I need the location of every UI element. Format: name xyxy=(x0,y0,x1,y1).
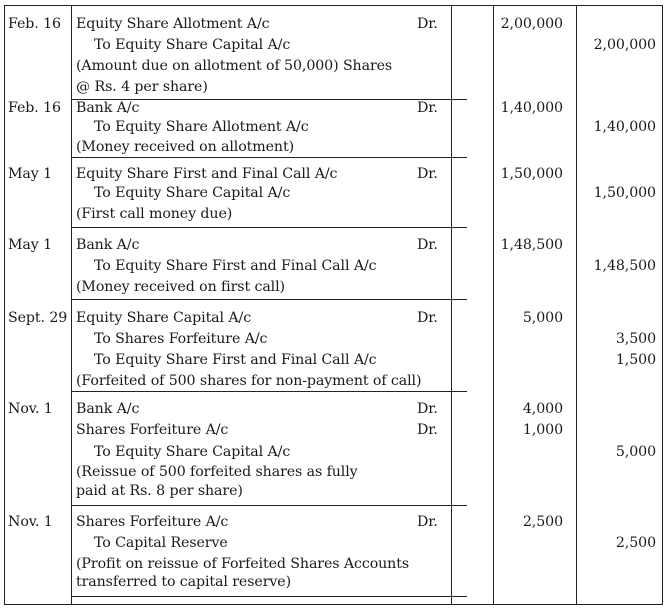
entry-separator xyxy=(72,157,467,158)
narration: (Money received on allotment) xyxy=(76,139,295,155)
dr-marker: Dr. xyxy=(417,401,438,417)
credit-amount: 2,500 xyxy=(615,535,656,551)
credit-account: To Equity Share First and Final Call A/c xyxy=(94,352,377,368)
entry-separator xyxy=(72,596,467,597)
entry-separator xyxy=(72,299,467,300)
debit-amount: 2,00,000 xyxy=(500,16,563,32)
dr-marker: Dr. xyxy=(417,100,438,116)
debit-account: Shares Forfeiture A/c xyxy=(76,514,229,530)
debit-amount: 1,40,000 xyxy=(500,100,563,116)
entry-separator xyxy=(72,505,467,506)
debit-account: Bank A/c xyxy=(76,401,140,417)
credit-amount: 3,500 xyxy=(615,331,656,347)
narration: (Forfeited of 500 shares for non-payment of call) xyxy=(76,373,422,389)
lf-column-left-divider xyxy=(451,6,452,604)
dr-marker: Dr. xyxy=(417,237,438,253)
dr-marker: Dr. xyxy=(417,166,438,182)
narration: (First call money due) xyxy=(76,206,233,222)
dr-marker: Dr. xyxy=(417,422,438,438)
credit-amount: 1,50,000 xyxy=(593,185,656,201)
entry-separator xyxy=(72,391,467,392)
credit-account: To Equity Share First and Final Call A/c xyxy=(94,258,377,274)
credit-amount: 1,48,500 xyxy=(593,258,656,274)
entry-date: May 1 xyxy=(8,237,53,253)
entry-date: Feb. 16 xyxy=(8,100,61,116)
debit-account: Bank A/c xyxy=(76,100,140,116)
entry-date: Feb. 16 xyxy=(8,16,61,32)
credit-amount: 5,000 xyxy=(615,444,656,460)
credit-account: To Equity Share Capital A/c xyxy=(94,37,291,53)
credit-account: To Capital Reserve xyxy=(94,535,228,551)
debit-account: Equity Share Capital A/c xyxy=(76,310,252,326)
entry-date: May 1 xyxy=(8,166,53,182)
credit-account: To Equity Share Capital A/c xyxy=(94,444,291,460)
credit-amount: 2,00,000 xyxy=(593,37,656,53)
entry-date: Nov. 1 xyxy=(8,514,53,530)
dr-marker: Dr. xyxy=(417,310,438,326)
narration: @ Rs. 4 per share) xyxy=(76,79,208,95)
debit-account: Equity Share First and Final Call A/c xyxy=(76,166,338,182)
credit-column-divider xyxy=(576,6,577,604)
narration: (Amount due on allotment of 50,000) Shares xyxy=(76,58,393,74)
debit-amount: 5,000 xyxy=(522,310,563,326)
journal-table xyxy=(4,5,663,605)
debit-amount: 1,000 xyxy=(522,422,563,438)
date-column-divider xyxy=(71,6,72,604)
narration: transferred to capital reserve) xyxy=(76,574,292,590)
credit-account: To Equity Share Capital A/c xyxy=(94,185,291,201)
credit-amount: 1,40,000 xyxy=(593,119,656,135)
credit-account: To Shares Forfeiture A/c xyxy=(94,331,268,347)
narration: (Money received on first call) xyxy=(76,279,285,295)
debit-column-divider xyxy=(493,6,494,604)
credit-amount: 1,500 xyxy=(615,352,656,368)
dr-marker: Dr. xyxy=(417,16,438,32)
debit-amount: 2,500 xyxy=(522,514,563,530)
dr-marker: Dr. xyxy=(417,514,438,530)
debit-account: Equity Share Allotment A/c xyxy=(76,16,270,32)
credit-account: To Equity Share Allotment A/c xyxy=(94,119,309,135)
narration: (Profit on reissue of Forfeited Shares Accounts xyxy=(76,556,410,572)
debit-amount: 4,000 xyxy=(522,401,563,417)
narration: (Reissue of 500 forfeited shares as fully xyxy=(76,464,358,480)
entry-separator xyxy=(72,227,467,228)
entry-date: Sept. 29 xyxy=(8,310,68,326)
entry-date: Nov. 1 xyxy=(8,401,53,417)
narration: paid at Rs. 8 per share) xyxy=(76,483,243,499)
debit-account: Bank A/c xyxy=(76,237,140,253)
debit-amount: 1,48,500 xyxy=(500,237,563,253)
debit-account: Shares Forfeiture A/c xyxy=(76,422,229,438)
debit-amount: 1,50,000 xyxy=(500,166,563,182)
